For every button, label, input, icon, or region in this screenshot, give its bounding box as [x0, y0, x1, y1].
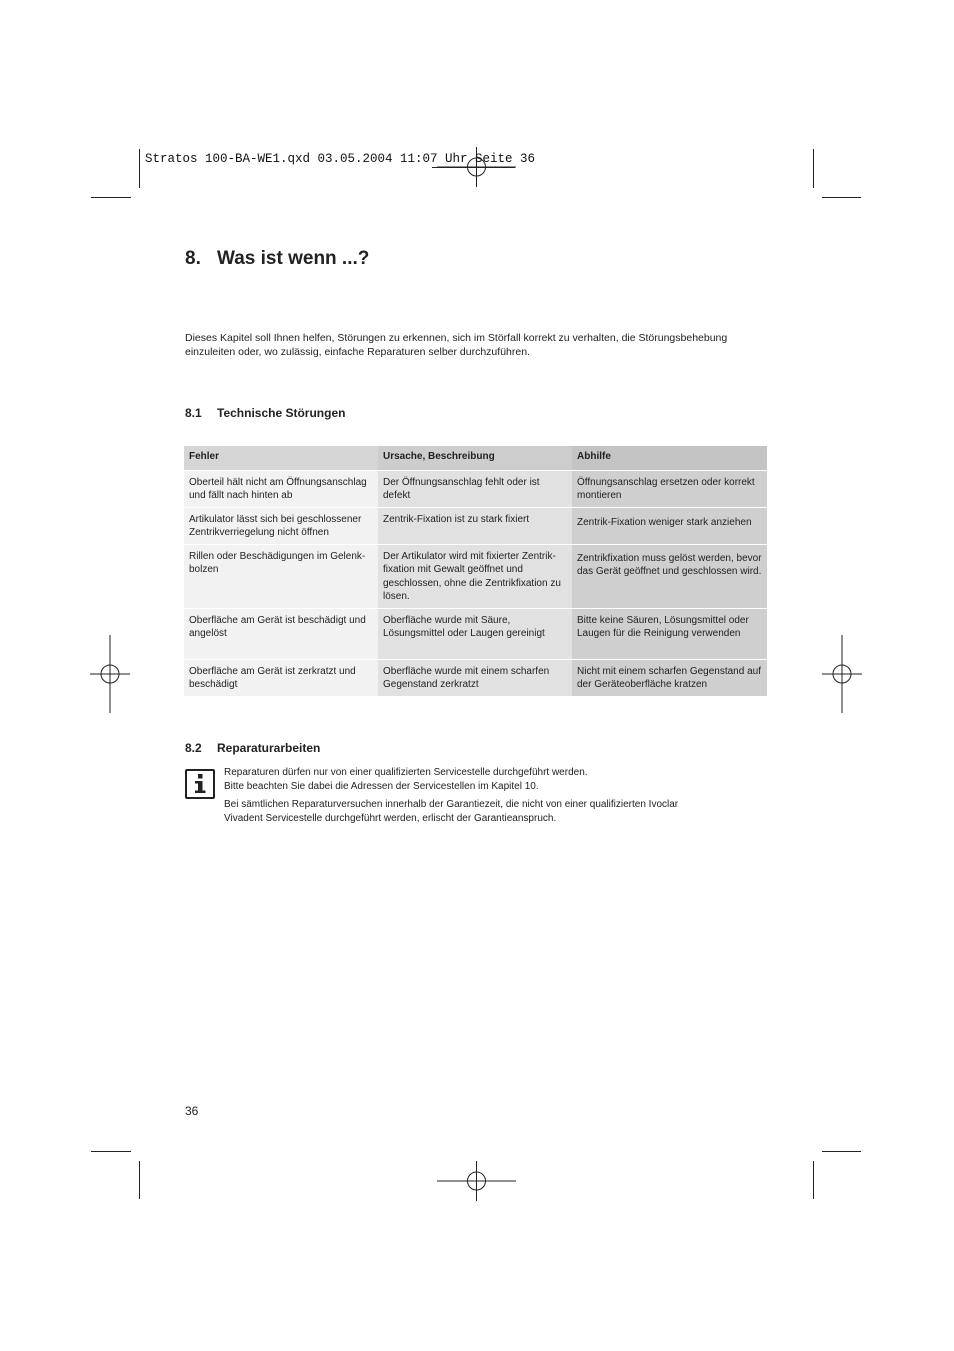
table-cell: Oberteil hält nicht am Öffnungsanschlag und fällt nach hinten ab	[184, 470, 378, 507]
table-cell: Rillen oder Beschädigungen im Gelenkbolzen	[184, 544, 378, 608]
table-cell: Der Artikulator wird mit fixierter Zentrikfixation mit Gewalt geöffnet und geschlossen, ohne die Zentrikfixation zu lösen.	[378, 544, 572, 608]
table-cell: Oberfläche am Gerät ist zerkratzt und beschädigt	[184, 659, 378, 696]
table-row	[184, 608, 767, 659]
fault-table	[184, 446, 767, 697]
column-header-fault: Fehler	[184, 446, 378, 470]
table-cell: Öffnungsanschlag ersetzen oder korrekt montieren	[572, 470, 767, 507]
table-row	[184, 470, 767, 507]
table-cell: Zentrik-Fixation ist zu stark fixiert	[378, 507, 572, 544]
table-cell: Nicht mit einem scharfen Gegenstand auf der Geräteoberfläche kratzen	[572, 659, 767, 696]
registration-mark-left	[90, 635, 130, 713]
section-heading-technical-faults	[185, 406, 345, 420]
column-header-remedy: Abhilfe	[572, 446, 767, 470]
registration-mark-right	[822, 635, 862, 713]
table-cell: Artikulator lässt sich bei geschlossener Zentrikverriegelung nicht öffnen	[184, 507, 378, 544]
chapter-number: 8.	[185, 248, 201, 269]
chapter-title: Was ist wenn ...?	[217, 248, 370, 269]
table-cell: Der Öffnungsanschlag fehlt oder ist defekt	[378, 470, 572, 507]
table-cell: Oberfläche wurde mit einem scharfen Gegenstand zerkratzt	[378, 659, 572, 696]
section-title: Reparaturarbeiten	[217, 741, 321, 755]
table-cell: Zentrik-Fixation weniger stark anziehen	[572, 507, 767, 544]
info-icon	[185, 769, 215, 799]
registration-mark-bottom	[437, 1161, 516, 1201]
slug-underline	[432, 167, 515, 168]
table-cell: Oberfläche wurde mit Säure, Lösungsmittel oder Laugen gereinigt	[378, 608, 572, 659]
file-slug: Stratos 100-BA-WE1.qxd 03.05.2004 11:07 Uhr Seite 36	[145, 152, 536, 166]
info-note-2: Bei sämtlichen Reparaturversuchen innerhalb der Garantiezeit, die nicht von einer qualifizierten Ivoclar Vivadent Servicestelle durchgeführt werden, erlischt der Garantieanspruch.	[224, 799, 679, 824]
table-row	[184, 507, 767, 544]
chapter-heading	[185, 248, 369, 270]
table-row	[184, 544, 767, 608]
info-note-1	[224, 766, 764, 793]
section-number: 8.1	[185, 406, 202, 420]
table-cell: Oberfläche am Gerät ist beschädigt und angelöst	[184, 608, 378, 659]
section-heading-repairs	[185, 741, 320, 755]
section-title: Technische Störungen	[217, 406, 346, 420]
table-row	[184, 659, 767, 696]
section-number: 8.2	[185, 741, 202, 755]
table-cell: Zentrikfixation muss gelöst werden, bevor das Gerät geöffnet und geschlossen wird.	[572, 544, 767, 608]
info-line: Bitte beachten Sie dabei die Adressen der Servicestellen im Kapitel 10.	[224, 780, 539, 792]
table-header-row	[184, 446, 767, 470]
column-header-cause: Ursache, Beschreibung	[378, 446, 572, 470]
intro-paragraph: Dieses Kapitel soll Ihnen helfen, Störungen zu erkennen, sich im Störfall korrekt zu verhalten, die Störungsbehebung einzuleiten oder, wo zulässig, einfache Reparaturen selber durchzuführen.	[185, 332, 728, 358]
table-cell: Bitte keine Säuren, Lösungsmittel oder Laugen für die Reinigung verwenden	[572, 608, 767, 659]
info-line: Reparaturen dürfen nur von einer qualifizierten Servicestelle durchgeführt werden.	[224, 767, 588, 778]
page-number: 36	[185, 1104, 199, 1118]
